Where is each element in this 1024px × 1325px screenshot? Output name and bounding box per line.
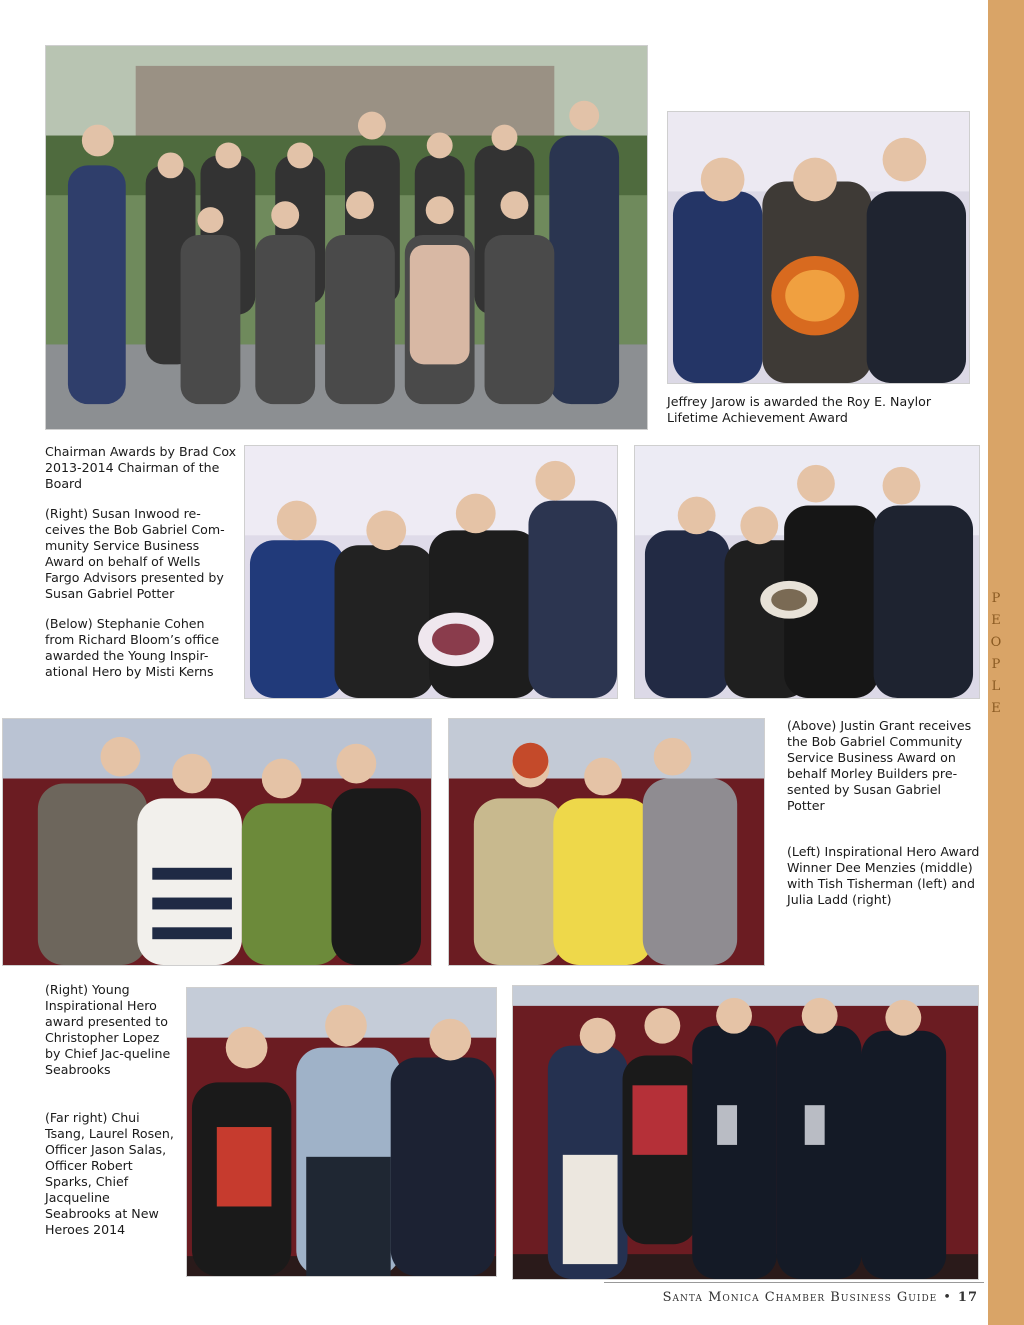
section-label-people: P E O P L E xyxy=(990,591,1004,716)
caption-column-chairman xyxy=(45,444,237,694)
photo-new-heroes-group xyxy=(512,985,979,1280)
caption-menzies: (Left) Inspirational Hero Award Winner Dee Menzies (middle) with Tish Tisherman (left) and Julia Ladd (right) xyxy=(787,844,980,907)
caption-column-grant xyxy=(787,718,982,922)
photo-lopez-award xyxy=(186,987,497,1277)
caption-lopez: (Right) Young Inspirational Hero award presented to Christopher Lopez by Chief Jac-queline Seabrooks xyxy=(45,982,171,1077)
photo-jarow-award xyxy=(667,111,970,384)
caption-tsang: (Far right) Chui Tsang, Laurel Rosen, Officer Jason Salas, Officer Robert Sparks, Chief Jacqueline Seabrooks at New Heroes 2014 xyxy=(45,1110,174,1237)
photo-inwood-award xyxy=(244,445,618,699)
caption-inwood: (Right) Susan Inwood re-ceives the Bob Gabriel Com-munity Service Business Award on behalf of Wells Fargo Advisors presented by Susan Gabriel Potter xyxy=(45,506,225,601)
caption-column-lopez xyxy=(45,982,177,1252)
caption-chairman: Chairman Awards by Brad Cox 2013-2014 Chairman of the Board xyxy=(45,444,237,491)
footer-rule xyxy=(604,1282,984,1283)
caption-jarow: Jeffrey Jarow is awarded the Roy E. Naylor Lifetime Achievement Award xyxy=(667,394,932,425)
photo-menzies-award xyxy=(448,718,765,966)
footer xyxy=(663,1290,978,1305)
photo-group-outdoor xyxy=(45,45,648,430)
footer-bullet: • xyxy=(943,1290,952,1305)
photo-grant-award xyxy=(634,445,980,699)
footer-publication: Santa Monica Chamber Business Guide xyxy=(662,1290,938,1305)
photo-cohen-award xyxy=(2,718,432,966)
caption-grant: (Above) Justin Grant receives the Bob Gabriel Community Service Business Award on behalf Morley Builders pre-sented by Susan Gabriel Potter xyxy=(787,718,972,813)
caption-cohen: (Below) Stephanie Cohen from Richard Bloom’s office awarded the Young Inspir-ational Hero by Misti Kerns xyxy=(45,616,220,679)
page-number: 17 xyxy=(957,1290,978,1305)
